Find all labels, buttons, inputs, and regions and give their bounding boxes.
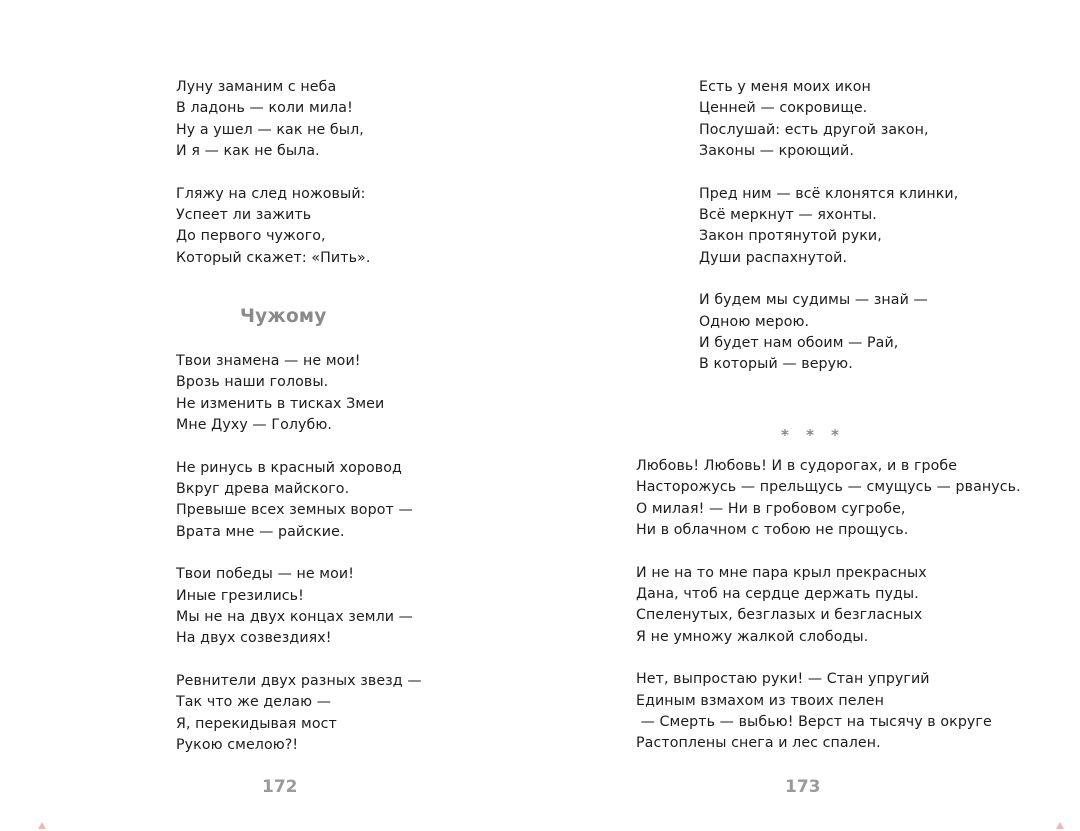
verse-line: Мы не на двух концах земли — [176,609,413,626]
verse-line: В ладонь — коли мила! [176,100,353,117]
verse-line: Я не умножу жалкой слободы. [636,628,869,645]
verse-line: Законы — кроющий. [699,143,854,160]
stanza [636,563,1021,649]
stanza [636,456,1021,542]
verse-line: В который — верую. [699,356,853,373]
verse-line: Ценней — сокровище. [699,100,868,117]
scan-edge-mark [1056,822,1064,829]
poem-title: Чужому [240,306,327,327]
verse-line: Рукою смелою?! [176,737,299,754]
verse-line: Ну а ушел — как не был, [176,121,364,138]
verse-line: Превыше всех земных ворот — [176,502,413,519]
verse-line: Иные грезились! [176,587,304,604]
verse-line: Врозь наши головы. [176,374,329,391]
verse-line: На двух созвездиях! [176,630,332,647]
verse-line: Врата мне — райские. [176,523,345,540]
right-poem-1 [699,77,958,397]
verse-line: Пред ним — всё клонятся клинки, [699,185,959,202]
verse-line: Закон протянутой руки, [699,228,882,245]
verse-line: Всё меркнут — яхонты. [699,207,877,224]
verse-line: Нет, выпростаю руки! — Стан упругий [636,671,930,688]
verse-line: Единым взмахом из твоих пелен [636,692,884,709]
verse-line: Не ринусь в красный хоровод [176,459,402,476]
verse-line: Есть у меня моих икон [699,79,871,95]
verse-line: Послушай: есть другой закон, [699,121,929,138]
page-number: 172 [262,777,298,797]
verse-line: Так что же делаю — [176,694,332,711]
verse-line: Не изменить в тисках Змеи [176,395,385,412]
verse-line: Любовь! Любовь! И в судорогах, и в гробе [636,458,958,474]
verse-line: Спеленутых, безглазых и безгласных [636,607,923,624]
verse-line: Твои знамена — не мои! [176,353,361,369]
verse-line: Луну заманим с неба [176,79,337,95]
stanza [699,184,958,270]
verse-line: И будем мы судимы — знай — [699,292,928,309]
verse-line: — Смерть — выбью! Верст на тысячу в округе [636,714,992,731]
verse-line: Растоплены снега и лес спален. [636,735,881,752]
verse-line: Дана, чтоб на сердце держать пуды. [636,586,919,603]
verse-line: Успеет ли зажить [176,207,312,224]
verse-line: И не на то мне пара крыл прекрасных [636,564,927,581]
verse-line: Души распахнутой. [699,249,848,266]
verse-line: Ревнители двух разных звезд — [176,672,422,689]
verse-line: И я — как не была. [176,143,320,160]
scan-edge-mark [38,822,46,829]
verse-line: Гляжу на след ножовый: [176,185,366,202]
verse-line: О милая! — Ни в гробовом сугробе, [636,500,906,517]
page-number: 173 [785,777,821,797]
stanza [636,669,1021,755]
verse-line: Ни в облачном с тобою не прощусь. [636,522,909,539]
verse-line: До первого чужого, [176,228,326,245]
verse-line: Который скажет: «Пить». [176,249,371,266]
section-asterism: * * * [781,426,845,444]
right-poem-2 [636,456,1021,776]
stanza [699,77,958,163]
verse-line: И будет нам обоим — Рай, [699,335,899,352]
verse-line: Насторожусь — прельщусь — смущусь — рванусь. [636,479,1021,496]
verse-line: Я, перекидывая мост [176,715,337,732]
verse-line: Вкруг древа майского. [176,481,350,498]
stanza [699,290,958,376]
verse-line: Твои победы — не мои! [176,566,354,583]
verse-line: Одною мерою. [699,313,810,330]
verse-line: Мне Духу — Голубю. [176,417,333,434]
